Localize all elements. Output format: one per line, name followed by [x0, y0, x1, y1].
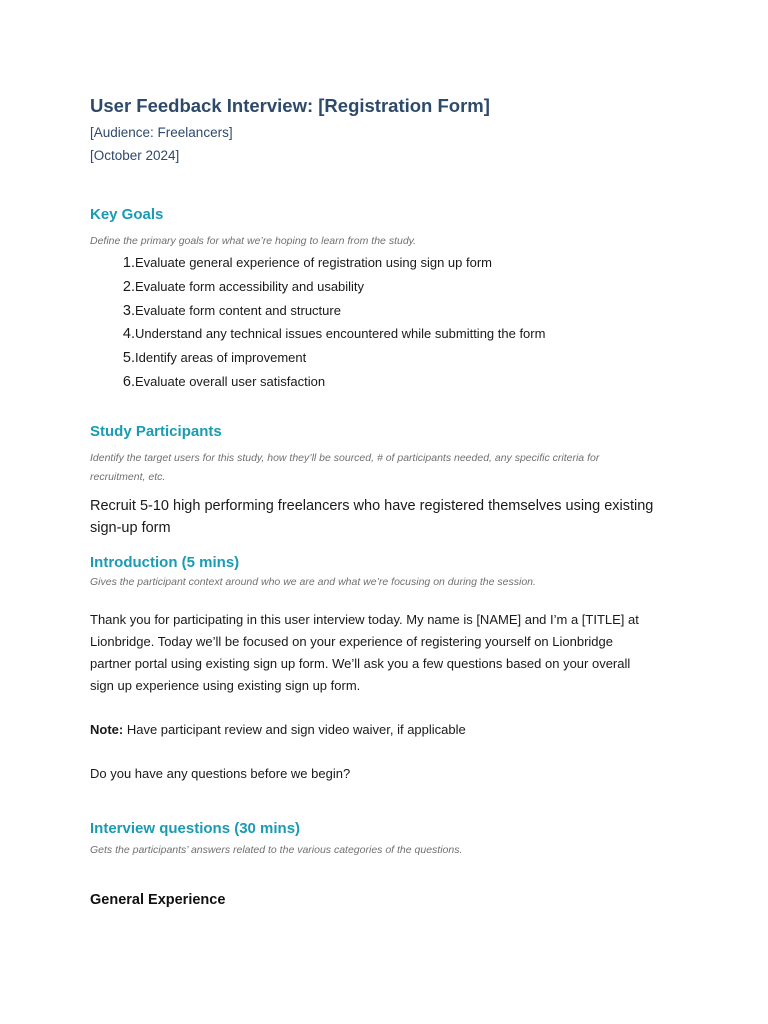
list-text: Evaluate overall user satisfaction	[135, 373, 326, 389]
questions-prompt: Do you have any questions before we begin?	[90, 765, 351, 781]
key-goals-hint: Define the primary goals for what we’re hoping to learn from the study.	[90, 235, 417, 247]
list-number: 6.	[122, 373, 135, 390]
list-text: Identify areas of improvement	[135, 350, 307, 366]
general-experience-heading: General Experience	[90, 891, 226, 908]
list-item	[90, 279, 690, 303]
list-number: 4.	[122, 326, 135, 343]
list-item	[90, 255, 690, 279]
study-participants-body-line1: Recruit 5-10 high performing freelancers who have registered themselves using existing	[90, 497, 654, 514]
list-number: 1.	[122, 255, 135, 271]
key-goals-heading: Key Goals	[90, 206, 164, 223]
note-text: Have participant review and sign video waiver, if applicable	[123, 721, 466, 737]
introduction-line: sign up experience using existing sign up form.	[90, 677, 361, 693]
study-participants-hint-line2: recruitment, etc.	[90, 470, 166, 483]
introduction-line: partner portal using existing sign up form. We’ll ask you a few questions based on your overall	[90, 655, 631, 671]
list-number: 2.	[122, 278, 135, 295]
list-text: Evaluate form accessibility and usability	[135, 278, 365, 294]
introduction-hint: Gives the participant context around who we are and what we’re focusing on during the session.	[90, 575, 536, 588]
list-number: 5.	[122, 350, 135, 367]
study-participants-hint-line1: Identify the target users for this study, how they’ll be sourced, # of participants needed, any specific criteria for	[90, 451, 600, 464]
interview-questions-hint: Gets the participants’ answers related to the various categories of the questions.	[90, 843, 463, 856]
list-item	[90, 303, 690, 327]
study-participants-body-line2: sign-up form	[90, 520, 171, 537]
list-item	[90, 350, 690, 374]
interview-questions-heading: Interview questions (30 mins)	[90, 819, 301, 837]
audience-line: [Audience: Freelancers]	[90, 125, 233, 140]
introduction-heading: Introduction (5 mins)	[90, 553, 240, 571]
list-text: Evaluate form content and structure	[135, 302, 341, 318]
date-line: [October 2024]	[90, 148, 180, 163]
list-text: Evaluate general experience of registration using sign up form	[135, 255, 492, 270]
list-item	[90, 374, 690, 398]
list-text: Understand any technical issues encountered while submitting the form	[135, 326, 546, 342]
note-line	[90, 719, 690, 741]
introduction-line: Lionbridge. Today we’ll be focused on your experience of registering yourself on Lionbridge	[90, 633, 613, 649]
introduction-line: Thank you for participating in this user interview today. My name is [NAME] and I’m a [TITLE] at	[90, 611, 639, 627]
list-number: 3.	[122, 302, 135, 319]
key-goals-list	[90, 255, 690, 398]
document-page	[90, 94, 690, 910]
list-item	[90, 326, 690, 350]
note-label: Note:	[90, 721, 124, 737]
introduction-paragraph	[90, 609, 690, 697]
document-title: User Feedback Interview: [Registration Form]	[90, 95, 490, 116]
study-participants-heading: Study Participants	[90, 422, 222, 440]
